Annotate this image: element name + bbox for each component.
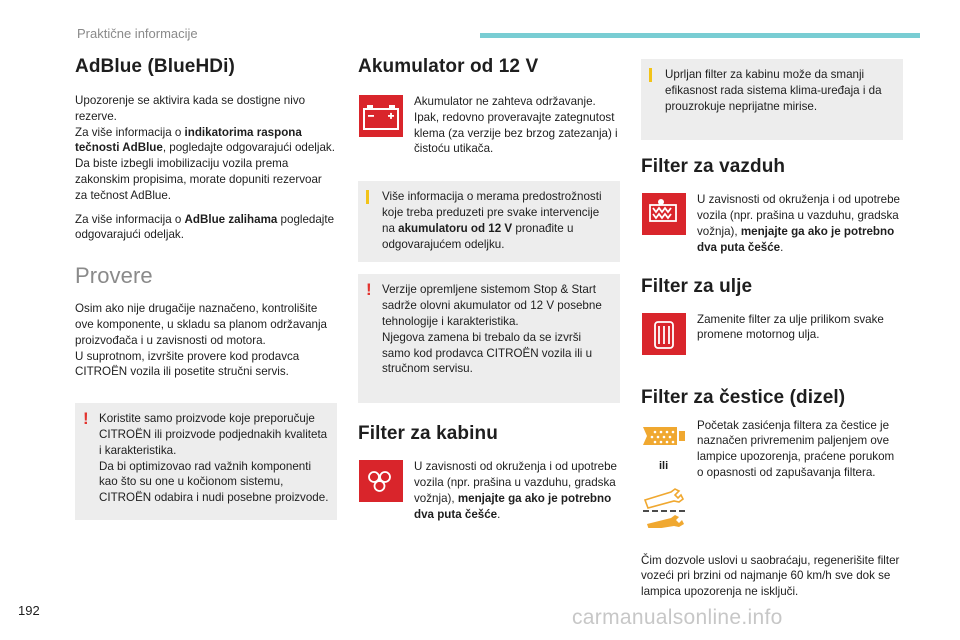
air-filter-row — [641, 192, 903, 255]
adblue-bold-text: AdBlue zalihama — [184, 212, 278, 226]
particle-filter-heading: Filter za čestice (dizel) — [641, 386, 846, 408]
provere-paragraph — [75, 301, 337, 380]
stop-start-warning-box — [358, 274, 620, 403]
column-1 — [75, 56, 337, 520]
battery-info-text — [382, 189, 612, 252]
warning-line: Da bi optimizovao rad važnih komponenti kao što su one u kočionom sistemu, CITROËN odabira i nudi posebne proizvode. — [99, 459, 329, 505]
air-filter-line: U zavisnosti od okruženja i od upotrebe vozila (npr. prašina u vazduhu, gradska vožnja), — [697, 193, 901, 238]
info-bold-text: akumulatoru od 12 V — [398, 221, 513, 235]
oil-filter-heading: Filter za ulje — [641, 275, 753, 297]
oil-filter-text: Zamenite filter za ulje prilikom svake promene motornog ulja. — [697, 312, 884, 342]
info-text: pronađite u odgovarajućem odeljku. — [382, 221, 574, 251]
adblue-text: Upozorenje se aktivira kada se dostigne nivo rezerve. — [75, 94, 306, 123]
oil-filter-icon — [641, 312, 687, 361]
cabin-filter-icon — [358, 459, 404, 522]
adblue-text: Za više informacija o — [75, 212, 185, 226]
warning-line: Koristite samo proizvode koje preporučuje CITROËN ili proizvode podjednakih kvaliteta i karakteristika. — [99, 412, 328, 457]
adblue-text: Da biste izbegli imobilizaciju vozila prema zakonskim propisima, morate dopuniti rezervoar za tečnost AdBlue. — [75, 157, 322, 202]
info-icon — [366, 190, 369, 204]
warning-line: Verzije opremljene sistemom Stop & Start sadrže olovni akumulator od 12 V posebne tehnologije i karakteristika. — [382, 283, 602, 328]
regeneration-text: Čim dozvole uslovi u saobraćaju, regenerišite filter vozeći pri brzini od najmanje 60 km/h sve dok se lampica upozorenja ne isključi. — [641, 553, 900, 599]
info-icon — [649, 68, 652, 82]
oil-filter-row — [641, 312, 903, 361]
warning-icon: ! — [83, 409, 89, 429]
warning-line: Njegova zamena bi trebalo da se izvrši samo kod prodavca CITROËN vozila ili u stručnom servisu. — [382, 330, 593, 376]
products-warning-box — [75, 403, 337, 520]
adblue-text: Za više informacija o — [75, 125, 185, 139]
battery-icon — [358, 94, 404, 157]
battery-heading: Akumulator od 12 V — [358, 56, 539, 77]
air-filter-text — [687, 192, 903, 255]
warning-text — [99, 411, 329, 506]
battery-row — [358, 94, 620, 157]
adblue-heading: AdBlue (BlueHDi) — [75, 56, 235, 77]
header-accent-bar — [480, 33, 920, 38]
cabin-filter-heading: Filter za kabinu — [358, 423, 498, 445]
cabin-filter-info-box — [641, 59, 903, 140]
warning-icon: ! — [366, 280, 372, 300]
air-filter-icon — [641, 192, 687, 255]
particle-filter-icons — [641, 423, 687, 533]
provere-text: Osim ako nije drugačije naznačeno, kontrolišite ove komponente, u skladu sa planom održavanja proizvođača i u zavisnosti od motora. — [75, 302, 327, 347]
battery-text: Akumulator ne zahteva održavanje. Ipak, redovno proveravajte zategnutost klema (za verzije bez brzog zatezanja) i čistoću utikača. — [414, 95, 618, 156]
adblue-bold-text: indikatorima raspona tečnosti AdBlue — [75, 125, 302, 155]
adblue-text: pogledajte odgovarajući odeljak. — [75, 212, 335, 242]
stop-start-warning-text — [382, 282, 612, 377]
battery-info-box — [358, 181, 620, 262]
particle-filter-warning-icon — [641, 423, 687, 454]
particle-filter-text: Početak zasićenja filtera za čestice je naznačen privremenim paljenjem ove lampice upozorenja, praćene porukom o opasnosti od zapušavanja filtera. — [697, 418, 895, 479]
running-header: Praktične informacije — [77, 26, 198, 41]
or-label: ili — [659, 459, 669, 472]
adblue-paragraph-1 — [75, 93, 337, 204]
particle-filter-row — [641, 418, 903, 533]
cabin-filter-row — [358, 459, 620, 522]
cabin-filter-text — [404, 459, 620, 522]
air-filter-heading: Filter za vazduh — [641, 156, 786, 178]
page-number: 192 — [18, 603, 40, 618]
column-3 — [641, 59, 903, 600]
info-text: Više informacija o merama predostrožnosti koje treba preduzeti pre svake intervencije na — [382, 190, 602, 235]
air-filter-bold: menjajte ga ako je potrebno dva puta češće — [697, 224, 895, 254]
cabin-filter-line: . — [497, 507, 501, 521]
cabin-filter-line: U zavisnosti od okruženja i od upotrebe vozila (npr. prašina u vazduhu, gradska vožnja), — [414, 460, 618, 505]
column-2 — [358, 56, 620, 522]
provere-text: U suprotnom, izvršite provere kod prodavca CITROËN vozila ili posetite stručni servis. — [75, 349, 300, 379]
air-filter-line: . — [780, 240, 784, 254]
cabin-filter-bold: menjajte ga ako je potrebno dva puta češće — [414, 491, 612, 521]
provere-heading: Provere — [75, 263, 153, 289]
adblue-paragraph-2 — [75, 212, 337, 244]
cabin-filter-info-text: Uprljan filter za kabinu može da smanji efikasnost rada sistema klima-uređaja i da prouzrokuje neprijatne mirise. — [665, 68, 882, 113]
service-wrench-icon — [641, 486, 687, 533]
adblue-text: , pogledajte odgovarajući odeljak. — [162, 141, 335, 155]
watermark: carmanualsonline.info — [572, 606, 783, 629]
